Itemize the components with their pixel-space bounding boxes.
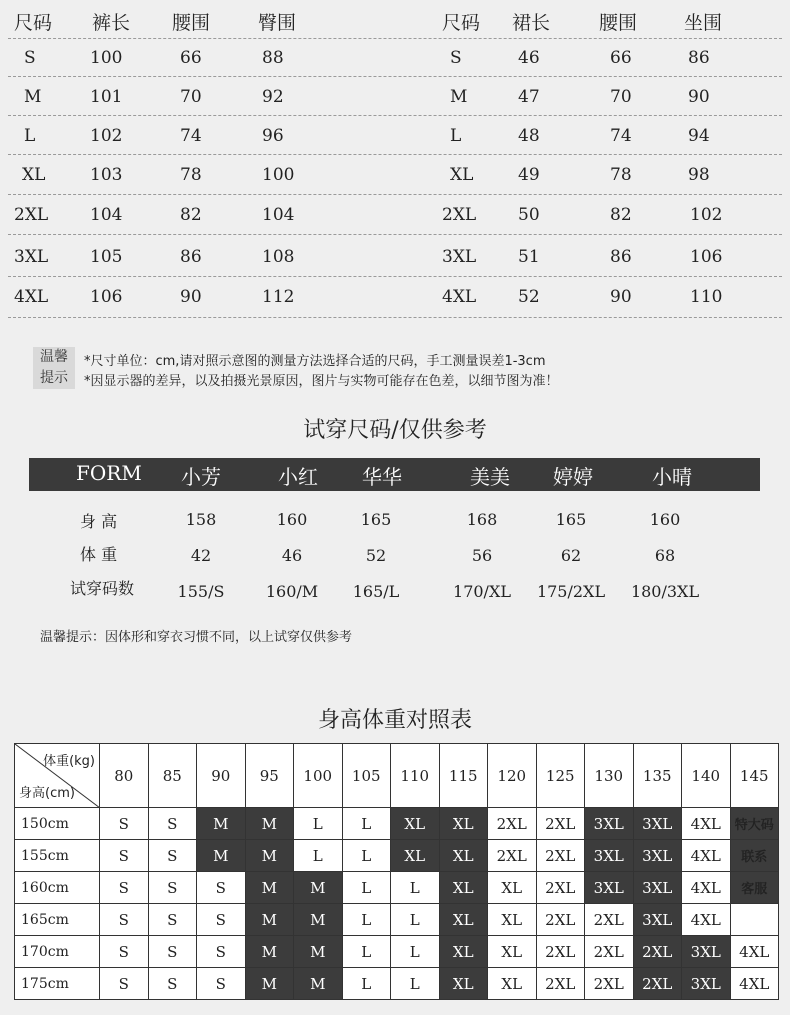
- skirt-cell: 2XL: [442, 205, 477, 225]
- size-cell: 4XL: [682, 904, 731, 936]
- tryon-person-3: 华华: [362, 465, 402, 489]
- pants-cell: 108: [262, 247, 295, 267]
- size-cell: 3XL: [633, 872, 682, 904]
- size-cell: M: [294, 936, 343, 968]
- table-corner: [15, 744, 100, 808]
- pants-header-hip: 臀围: [258, 12, 297, 34]
- skirt-cell: 90: [610, 287, 632, 307]
- size-cell: XL: [439, 840, 488, 872]
- row-divider: [8, 194, 782, 195]
- size-cell: 3XL: [633, 840, 682, 872]
- height-header: 175cm: [15, 968, 100, 1000]
- weight-header: 130: [585, 744, 634, 808]
- tryon-person-4: 美美: [470, 465, 510, 489]
- skirt-cell: XL: [450, 165, 474, 185]
- row-divider: [8, 317, 782, 318]
- size-cell: M: [245, 936, 294, 968]
- size-cell: M: [245, 968, 294, 1000]
- size-cell: L: [391, 872, 440, 904]
- skirt-cell: 66: [610, 48, 632, 68]
- size-cell: M: [245, 904, 294, 936]
- tryon-height-label: 身 高: [80, 512, 118, 531]
- tryon-size-value: 180/3XL: [630, 582, 700, 601]
- skirt-cell: 74: [610, 126, 632, 146]
- size-cell: L: [342, 872, 391, 904]
- tryon-height-value: 160: [649, 510, 681, 529]
- pants-cell: XL: [22, 165, 46, 185]
- pants-cell: 2XL: [14, 205, 49, 225]
- size-cell: S: [100, 872, 149, 904]
- size-cell: M: [245, 840, 294, 872]
- weight-header: 140: [682, 744, 731, 808]
- size-cell: XL: [439, 936, 488, 968]
- size-cell: 2XL: [585, 936, 634, 968]
- skirt-cell: 47: [518, 87, 540, 107]
- tip-label-line-1: 温馨: [40, 349, 68, 365]
- pants-cell: 112: [262, 287, 295, 307]
- skirt-cell: M: [450, 87, 468, 107]
- size-cell: 3XL: [682, 936, 731, 968]
- height-header: 150cm: [15, 808, 100, 840]
- size-cell: 4XL: [682, 840, 731, 872]
- pants-cell: 90: [180, 287, 202, 307]
- size-cell: S: [100, 904, 149, 936]
- size-cell: XL: [391, 840, 440, 872]
- size-cell: S: [148, 936, 197, 968]
- skirt-header-length: 裙长: [512, 12, 551, 34]
- pants-cell: 104: [262, 205, 295, 225]
- size-cell: S: [148, 968, 197, 1000]
- tryon-weight-value: 46: [281, 546, 303, 565]
- size-cell: 2XL: [488, 840, 537, 872]
- size-cell: XL: [439, 808, 488, 840]
- size-cell: L: [294, 840, 343, 872]
- size-cell: L: [342, 904, 391, 936]
- pants-cell: 104: [90, 205, 123, 225]
- size-cell: M: [294, 968, 343, 1000]
- table-row: [15, 808, 779, 840]
- pants-cell: L: [24, 126, 36, 146]
- size-cell: S: [197, 968, 246, 1000]
- skirt-cell: 110: [690, 287, 723, 307]
- skirt-cell: 51: [518, 247, 540, 267]
- size-cell: L: [342, 808, 391, 840]
- row-divider: [8, 234, 782, 235]
- size-cell: L: [342, 936, 391, 968]
- skirt-cell: 70: [610, 87, 632, 107]
- skirt-cell: 98: [688, 165, 710, 185]
- skirt-cell: 94: [688, 126, 710, 146]
- size-cell: XL: [439, 968, 488, 1000]
- skirt-cell: 46: [518, 48, 540, 68]
- corner-weight-label: 体重(kg): [43, 754, 95, 769]
- corner-height-label: 身高(cm): [19, 786, 75, 801]
- size-cell: S: [100, 840, 149, 872]
- pants-cell: 3XL: [14, 247, 49, 267]
- size-cell: 4XL: [682, 872, 731, 904]
- skirt-cell: 49: [518, 165, 540, 185]
- size-cell: XL: [439, 904, 488, 936]
- size-cell: 4XL: [730, 936, 779, 968]
- size-cell: XL: [439, 872, 488, 904]
- size-cell: M: [245, 872, 294, 904]
- table-row: [15, 840, 779, 872]
- size-cell: 3XL: [633, 904, 682, 936]
- pants-cell: M: [24, 87, 42, 107]
- height-header: 170cm: [15, 936, 100, 968]
- size-cell: L: [391, 904, 440, 936]
- height-header: 155cm: [15, 840, 100, 872]
- row-divider: [8, 115, 782, 116]
- skirt-cell: 50: [518, 205, 540, 225]
- pants-cell: 96: [262, 126, 284, 146]
- size-cell: 4XL: [682, 808, 731, 840]
- tryon-weight-label: 体 重: [80, 545, 118, 564]
- pants-cell: 86: [180, 247, 202, 267]
- weight-header: 115: [439, 744, 488, 808]
- row-divider: [8, 154, 782, 155]
- size-cell: S: [148, 872, 197, 904]
- skirt-cell: 102: [690, 205, 723, 225]
- tryon-height-value: 160: [276, 510, 308, 529]
- size-cell: 3XL: [585, 840, 634, 872]
- size-cell: 3XL: [585, 872, 634, 904]
- size-cell: XL: [391, 808, 440, 840]
- size-cell: S: [148, 904, 197, 936]
- size-cell: XL: [488, 968, 537, 1000]
- tryon-weight-value: 52: [365, 546, 387, 565]
- size-cell: 4XL: [730, 968, 779, 1000]
- size-cell: 2XL: [536, 968, 585, 1000]
- table-row: [15, 872, 779, 904]
- weight-header: 100: [294, 744, 343, 808]
- size-cell: S: [197, 904, 246, 936]
- tip-line-2: *因显示器的差异，以及拍摄光景原因，图片与实物可能存在色差，以细节图为准！: [84, 374, 559, 389]
- pants-cell: 66: [180, 48, 202, 68]
- tryon-header-bar: [29, 458, 760, 491]
- table-row: [15, 968, 779, 1000]
- size-cell: 3XL: [633, 808, 682, 840]
- tryon-height-value: 165: [360, 510, 392, 529]
- weight-header: 80: [100, 744, 149, 808]
- tip-label: [33, 347, 75, 389]
- contact-service-cell: 客服: [730, 872, 779, 904]
- tryon-note: 温馨提示：因体形和穿衣习惯不同，以上试穿仅供参考: [40, 630, 353, 645]
- size-cell: 2XL: [585, 904, 634, 936]
- size-cell: S: [148, 808, 197, 840]
- tryon-person-2: 小红: [278, 465, 318, 489]
- weight-header: 145: [730, 744, 779, 808]
- pants-cell: S: [24, 48, 36, 68]
- tip-label-line-2: 提示: [40, 370, 68, 386]
- row-divider: [8, 76, 782, 77]
- size-cell: XL: [488, 904, 537, 936]
- weight-header: 85: [148, 744, 197, 808]
- size-cell: XL: [488, 936, 537, 968]
- tryon-weight-value: 62: [560, 546, 582, 565]
- size-cell: 3XL: [585, 808, 634, 840]
- size-cell: M: [197, 808, 246, 840]
- table-row: [15, 904, 779, 936]
- tryon-size-value: 170/XL: [453, 582, 511, 601]
- weight-header: 135: [633, 744, 682, 808]
- size-cell: 2XL: [536, 936, 585, 968]
- tip-line-1: *尺寸单位：cm,请对照示意图的测量方法选择合适的尺码，手工测量误差1-3cm: [84, 354, 546, 369]
- pants-cell: 106: [90, 287, 123, 307]
- tryon-person-5: 婷婷: [553, 465, 593, 489]
- size-cell: L: [391, 936, 440, 968]
- size-cell: XL: [488, 872, 537, 904]
- tryon-size-value: 155/S: [177, 582, 225, 601]
- pants-cell: 92: [262, 87, 284, 107]
- tryon-person-1: 小芳: [181, 465, 221, 489]
- size-cell: S: [148, 840, 197, 872]
- skirt-cell: 82: [610, 205, 632, 225]
- weight-header: 120: [488, 744, 537, 808]
- pants-cell: 4XL: [14, 287, 49, 307]
- tryon-person-6: 小晴: [652, 465, 692, 489]
- table-row: [15, 936, 779, 968]
- tryon-form-label: FORM: [76, 461, 142, 485]
- size-cell: 2XL: [536, 840, 585, 872]
- pants-cell: 70: [180, 87, 202, 107]
- weight-header: 90: [197, 744, 246, 808]
- pants-cell: 74: [180, 126, 202, 146]
- skirt-cell: 3XL: [442, 247, 477, 267]
- row-divider: [8, 38, 782, 39]
- size-cell: 2XL: [633, 968, 682, 1000]
- size-cell: S: [197, 936, 246, 968]
- pants-cell: 103: [90, 165, 123, 185]
- skirt-header-size: 尺码: [442, 12, 481, 34]
- pants-cell: 101: [90, 87, 123, 107]
- tryon-height-value: 165: [555, 510, 587, 529]
- pants-cell: 105: [90, 247, 123, 267]
- size-cell: [730, 904, 779, 936]
- size-cell: 3XL: [682, 968, 731, 1000]
- hw-title: 身高体重对照表: [317, 708, 472, 733]
- pants-header-size: 尺码: [14, 12, 53, 34]
- skirt-cell: 90: [688, 87, 710, 107]
- size-cell: M: [294, 872, 343, 904]
- skirt-cell: L: [450, 126, 462, 146]
- skirt-cell: 52: [518, 287, 540, 307]
- skirt-cell: 86: [688, 48, 710, 68]
- tryon-size-label: 试穿码数: [70, 579, 135, 598]
- size-cell: S: [100, 808, 149, 840]
- height-header: 160cm: [15, 872, 100, 904]
- weight-header: 95: [245, 744, 294, 808]
- size-cell: L: [342, 840, 391, 872]
- pants-cell: 78: [180, 165, 202, 185]
- tryon-size-value: 165/L: [352, 582, 400, 601]
- tryon-title: 试穿尺码/仅供参考: [303, 418, 487, 443]
- skirt-header-waist: 腰围: [599, 12, 638, 34]
- pants-cell: 102: [90, 126, 123, 146]
- weight-header: 125: [536, 744, 585, 808]
- tryon-size-value: 175/2XL: [536, 582, 606, 601]
- weight-header: 110: [391, 744, 440, 808]
- size-cell: S: [100, 936, 149, 968]
- size-cell: L: [342, 968, 391, 1000]
- tryon-height-value: 168: [466, 510, 498, 529]
- weight-header: 105: [342, 744, 391, 808]
- skirt-cell: 106: [690, 247, 723, 267]
- size-cell: 2XL: [585, 968, 634, 1000]
- height-header: 165cm: [15, 904, 100, 936]
- size-cell: S: [197, 872, 246, 904]
- tryon-weight-value: 68: [654, 546, 676, 565]
- size-cell: M: [294, 904, 343, 936]
- skirt-cell: S: [450, 48, 462, 68]
- skirt-cell: 78: [610, 165, 632, 185]
- size-cell: L: [391, 968, 440, 1000]
- pants-cell: 100: [262, 165, 295, 185]
- skirt-cell: 86: [610, 247, 632, 267]
- size-cell: 2XL: [536, 904, 585, 936]
- tryon-size-value: 160/M: [265, 582, 319, 601]
- pants-cell: 82: [180, 205, 202, 225]
- row-divider: [8, 276, 782, 277]
- tryon-weight-value: 56: [471, 546, 493, 565]
- size-cell: L: [294, 808, 343, 840]
- pants-cell: 100: [90, 48, 123, 68]
- size-cell: S: [100, 968, 149, 1000]
- contact-service-cell: 特大码: [730, 808, 779, 840]
- pants-header-waist: 腰围: [172, 12, 211, 34]
- size-cell: M: [197, 840, 246, 872]
- size-cell: 2XL: [536, 808, 585, 840]
- tryon-height-value: 158: [185, 510, 217, 529]
- contact-service-cell: 联系: [730, 840, 779, 872]
- height-weight-table: [14, 743, 779, 1000]
- pants-cell: 88: [262, 48, 284, 68]
- size-cell: 2XL: [488, 808, 537, 840]
- size-cell: M: [245, 808, 294, 840]
- size-cell: 2XL: [633, 936, 682, 968]
- skirt-cell: 48: [518, 126, 540, 146]
- pants-header-length: 裤长: [92, 12, 131, 34]
- skirt-header-seat: 坐围: [684, 12, 723, 34]
- tryon-weight-value: 42: [190, 546, 212, 565]
- skirt-cell: 4XL: [442, 287, 477, 307]
- size-cell: 2XL: [536, 872, 585, 904]
